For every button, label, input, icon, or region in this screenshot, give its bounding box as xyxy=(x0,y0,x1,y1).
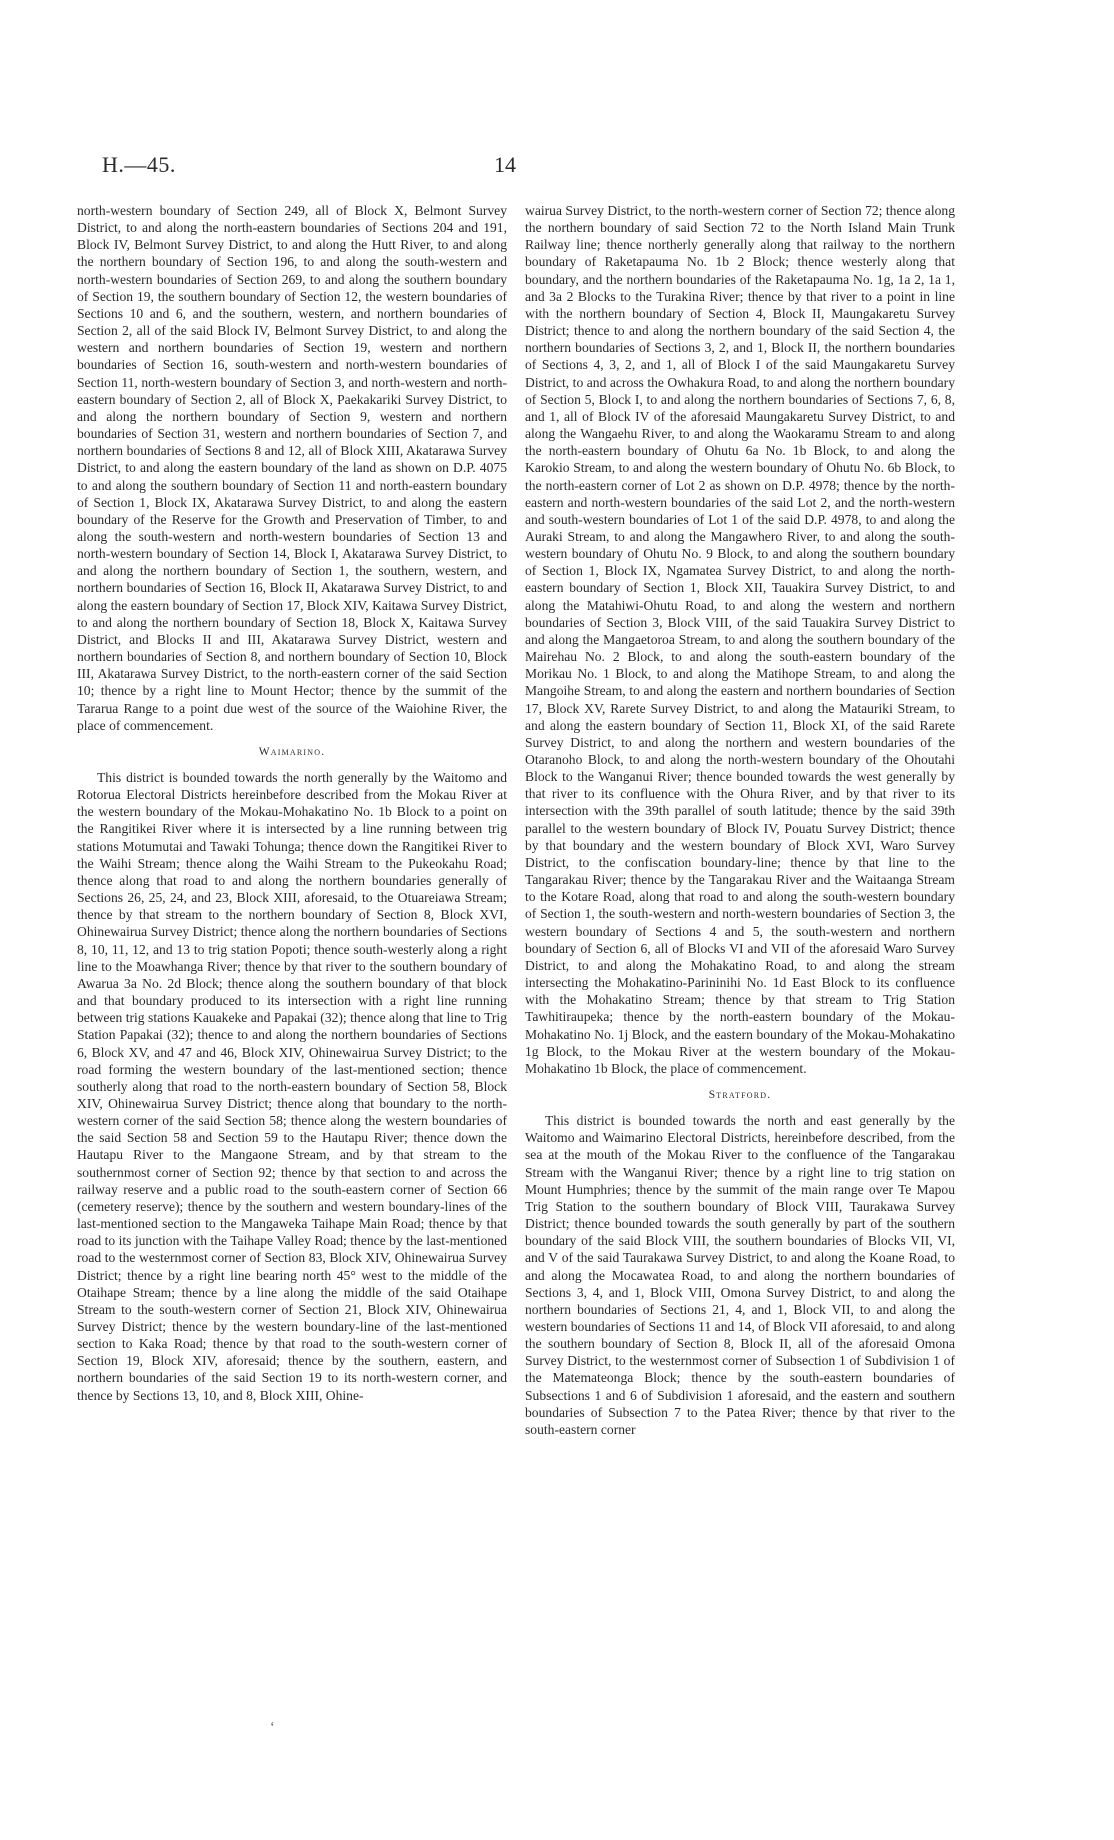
ink-speck: ‘ xyxy=(270,1720,275,1735)
left-column xyxy=(77,202,507,1404)
section-heading-stratford: Stratford. xyxy=(708,1088,772,1101)
paragraph-waimarino: This district is bounded towards the north generally by the Waitomo and Rotorua Electoral Districts hereinbefore described from the Mokau River at the western boundary of the Mokau-Mohakatino No. 1b Block to a point on the Rangitikei River where it is intersected by a line running between trig stations Motumutai and Tawaki Tohunga; thence down the Rangitikei River to the Waihi Stream; thence along the Waihi Stream to the Pukeokahu Road; thence along that road to and along the northern boundaries generally of Sections 26, 25, 24, and 23, Block XIII, aforesaid, to the Otuareiawa Stream; thence by that stream to the northern boundary of Section 8, Block XVI, Ohinewairua Survey District; thence along the northern boundaries of Sections 8, 10, 11, 12, and 13 to trig station Popoti; thence south-westerly along a right line to the Moawhanga River; thence by that river to the southern boundary of Awarua 3a No. 2d Block; thence along the southern boundary of that block and that boundary produced to its intersection with a right line running between trig stations Kauakeke and Papakai (32); thence along that line to Trig Station Papakai (32); thence to and along the northern boundaries of Sections 6, Block XV, and 47 and 46, Block XIV, Ohinewairua Survey District; to the road forming the western boundary of the last-mentioned section; thence southerly along that road to the north-eastern boundary of Section 58, Block XIV, Ohinewairua Survey District; thence along that boundary to the north-western corner of the said Section 58; thence along the western boundaries of the said Section 58 and Section 59 to the Hautapu River; thence down the Hautapu River to the Mangaone Stream, and by that stream to the southernmost corner of Section 92; thence by that section to and across the railway reserve and a public road to the south-eastern corner of Section 66 (cemetery reserve); thence by the southern and western boundary-lines of the last-mentioned section to the Mangaweka Taihape Main Road; thence by that road to its junction with the Taihape Valley Road; thence by the last-mentioned road to the westernmost corner of Section 83, Block XIV, Ohinewairua Survey District; thence by a right line bearing north 45° west to the middle of the Otaihape Stream; thence by a line along the middle of the said Otaihape Stream to the south-western corner of Section 21, Block XIV, Ohinewairua Survey District; thence by the western boundary-line of the last-mentioned section to Kaka Road; thence by that road to the south-western corner of Section 19, Block XIV, aforesaid; thence by the southern, eastern, and northern boundaries of the said Section 19 to its north-western corner, and thence by Sections 13, 10, and 8, Block XIII, Ohine- xyxy=(77,770,507,1403)
page-header xyxy=(102,152,982,186)
document-reference: H.—45. xyxy=(102,152,176,177)
section-heading-waimarino: Waimarino. xyxy=(258,745,326,758)
right-column xyxy=(525,202,955,1438)
paragraph-continuation: north-western boundary of Section 249, all of Block X, Belmont Survey District, to and along the north-eastern boundaries of Sections 204 and 191, Block IV, Belmont Survey District, to and along the Hutt River, to and along the northern boundary of Section 196, to and along the south-western and north-western boundaries of Section 269, to and along the southern boundary of Section 19, the southern boundary of Section 12, the western boundaries of Sections 10 and 6, and the southern, western, and northern boundaries of Section 2, all of the said Block IV, Belmont Survey District, to and along the western and northern boundaries of Section 19, western and northern boundaries of Section 16, south-western and north-western boundaries of Section 11, north-western boundary of Section 3, and north-western and north-eastern boundary of Section 2, all of Block X, Paekakariki Survey District, to and along the northern boundary of Section 9, western and northern boundaries of Section 31, western and northern boundaries of Section 7, and northern boundaries of Sections 8 and 12, all of Block XIII, Akatarawa Survey District, to and along the eastern boundary of the land as shown on D.P. 4075 to and along the southern boundary of Section 11 and north-eastern boundary of Section 1, Block IX, Akatarawa Survey District, to and along the eastern boundary of the Reserve for the Growth and Preservation of Timber, to and along the south-western and north-western boundaries of Section 13 and north-western boundary of Section 14, Block I, Akatarawa Survey District, to and along the northern boundary of Section 1, the southern, western, and northern boundaries of Section 16, Block II, Akatarawa Survey District, to and along the eastern boundary of Section 17, Block XIV, Kaitawa Survey District, to and along the northern boundary of Section 18, Block X, Kaitawa Survey District, and Blocks II and III, Akatarawa Survey District, western and northern boundaries of Section 8, and northern boundary of Section 10, Block III, Akatarawa Survey District, to the north-eastern corner of the said Section 10; thence by a right line to Mount Hector; thence by the summit of the Tararua Range to a point due west of the source of the Waiohine River, the place of commencement. xyxy=(77,203,507,733)
paragraph-continuation: wairua Survey District, to the north-western corner of Section 72; thence along the northern boundary of said Section 72 to the North Island Main Trunk Railway line; thence northerly generally along that railway to the northern boundary of Raketapauma No. 1b 2 Block; thence westerly along that boundary, and the northern boundaries of the Raketapauma No. 1g, 1a 2, 1a 1, and 3a 2 Blocks to the Turakina River; thence by that river to a point in line with the northern boundary of Section 4, Block II, Maungakaretu Survey District; thence to and along the northern boundary of the said Section 4, the northern boundaries of Sections 3, 2, and 1, Block II, the northern boundaries of Sections 4, 3, 2, and 1, all of Block I of the said Maungakaretu Survey District, to and across the Owhakura Road, to and along the northern boundary of Section 5, Block I, to and along the northern boundaries of Sections 7, 6, 8, and 1, all of Block IV of the aforesaid Maungakaretu Survey District, to and along the Wangaehu River, to and along the Waokaramu Stream to and along the north-eastern boundary of Ohutu 6a No. 1b Block, to and along the Karokio Stream, to and along the western boundary of Ohutu No. 6b Block, to the north-eastern corner of Lot 2 as shown on D.P. 4978; thence by the north-eastern and north-western boundaries of the said Lot 2, and the north-western and south-western boundaries of Lot 1 of the said D.P. 4978, to and along the Auraki Stream, to and along the Mangawhero River, to and along the south-western boundary of Ohutu No. 9 Block, to and along the southern boundary of Section 1, Block IX, Ngamatea Survey District, to and along the north-eastern boundary of Section 1, Block XII, Tauakira Survey District, to and along the Matahiwi-Ohutu Road, to and along the western and northern boundaries of Section 3, Block VIII, of the said Tauakira Survey District to and along the Mangaetoroa Stream, to and along the southern boundary of the Mairehau No. 2 Block, to and along the south-eastern boundary of the Morikau No. 1 Block, to and along the Matihope Stream, to and along the Mangoihe Stream, to and along the eastern and northern boundaries of Section 17, Block XV, Rarete Survey District, to and along the Matauriki Stream, to and along the eastern boundary of Section 11, Block XI, of the said Rarete Survey District, to and along the northern and western boundaries of the Otaranoho Block, to and along the north-western boundary of the Ohoutahi Block to the Wanganui River; thence bounded towards the west generally by that river to its confluence with the Ohura River, and by that river to its intersection with the 39th parallel of south latitude; thence by the said 39th parallel to the western boundary of Block IV, Pouatu Survey District; thence by that boundary and the western boundary of Block XVI, Waro Survey District, to the confiscation boundary-line; thence by that line to the Tangarakau River; thence by the Tangarakau River and the Waitaanga Stream to the Kotare Road, along that road to and along the south-western boundary of Section 1, the south-western and north-western boundaries of Section 3, the western boundary of Sections 4 and 5, the south-western and northern boundary of Section 6, all of Blocks VI and VII of the aforesaid Waro Survey District, to and along the Mohakatino Road, to and along the stream intersecting the Mohakatino-Parininihi No. 1d East Block to its confluence with the Mohakatino Stream; thence by that stream to Trig Station Tawhitiraupeka; thence by the north-eastern boundary of the Mokau-Mohakatino No. 1j Block, and the eastern boundary of the Mokau-Mohakatino 1g Block, to the Mokau River at the western boundary of the Mokau-Mohakatino 1b Block, the place of commencement. xyxy=(525,203,955,1076)
paragraph-stratford: This district is bounded towards the north and east generally by the Waitomo and Waimarino Electoral Districts, hereinbefore described, from the sea at the mouth of the Mokau River to the confluence of the Tangarakau Stream with the Wanganui River; thence by a right line to trig station on Mount Humphries; thence by the summit of the main range over Te Mapou Trig Station to the southern boundary of Block VIII, Taurakawa Survey District; thence bounded towards the south generally by part of the southern boundary of the said Block VIII, the southern boundaries of Blocks VII, VI, and V of the said Taurakawa Survey District, to and along the Koane Road, to and along the Mocawatea Road, to and along the northern boundaries of Sections 3, 4, and 1, Block VIII, Omona Survey District, to and along the northern boundaries of Sections 21, 4, and 1, Block VII, to and along the western boundaries of Sections 11 and 14, of Block VII aforesaid, to and along the southern boundary of Section 8, Block II, all of the aforesaid Omona Survey District, to the westernmost corner of Subsection 1 of Subdivision 1 of the Matemateonga Block; thence by the south-eastern boundaries of Subsections 1 and 6 of Subdivision 1 aforesaid, and the eastern and southern boundaries of Subsection 7 to the Patea River; thence by that river to the south-eastern corner xyxy=(525,1113,955,1437)
page-number: 14 xyxy=(494,152,516,177)
